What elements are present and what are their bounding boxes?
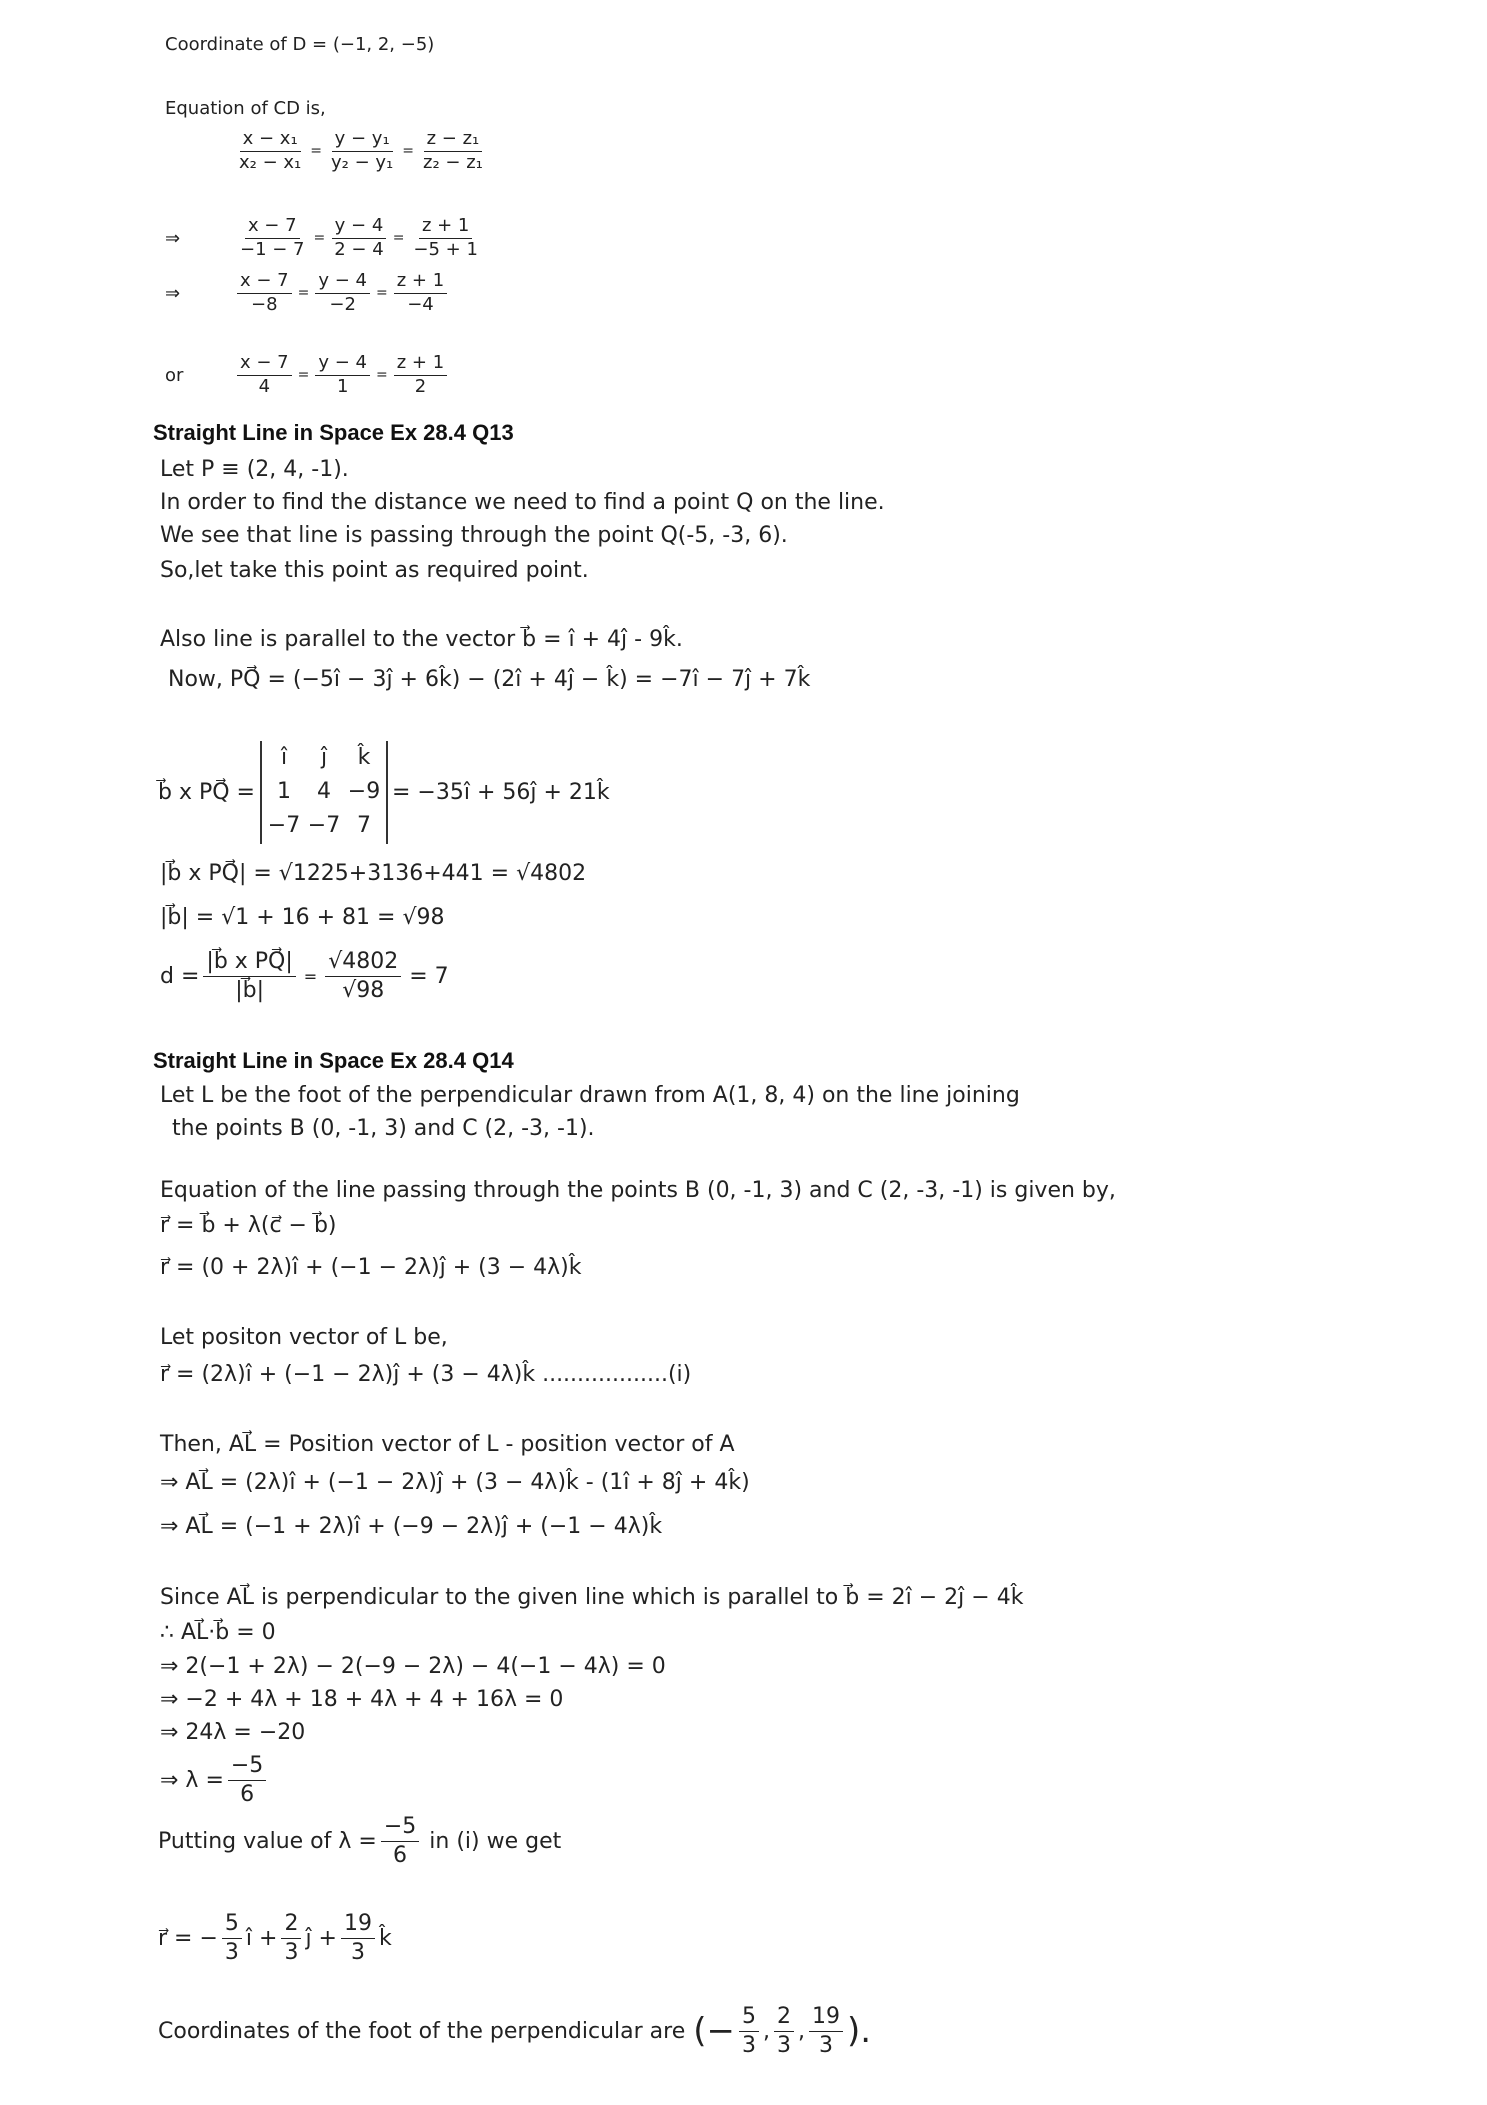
- q14-line-12: ∴ AL⃗·b⃗ = 0: [160, 1620, 276, 1645]
- general-line-equation: $\frac{\text{x − x₁}}{\text{x₂ − x₁}}$ = $\frac{\text{y − y₁}}{\text{y₂ − y₁}}$ = $\frac{\text{z − z₁}}{\text{z₂ − z₁}}$: [232, 128, 490, 174]
- cd-step-3: or $\frac{x - 7}{4}$ = $\frac{y - 4}{1}$ = $\frac{z + 1}{2}$: [165, 352, 451, 398]
- fraction-x: $\frac{\text{x − x₁}}{\text{x₂ − x₁}}$: [239, 128, 302, 173]
- putting-lambda-line: Putting value of λ = $\frac{-5}{6}$ in (i) we get: [158, 1814, 562, 1868]
- heading-q14: Straight Line in Space Ex 28.4 Q14: [153, 1048, 514, 1073]
- lambda-value: ⇒ λ = $\frac{-5}{6}$: [160, 1752, 270, 1808]
- magnitude-cross: |b⃗ x PQ⃗| = √1225+3136+441 = √4802: [160, 861, 587, 886]
- q14-line-6: Let positon vector of L be,: [160, 1325, 448, 1350]
- heading-q13: Straight Line in Space Ex 28.4 Q13: [153, 420, 514, 445]
- q14-line-4: r⃗ = b⃗ + λ(c⃗ − b⃗): [160, 1213, 337, 1238]
- q14-line-8: Then, AL⃗ = Position vector of L - position vector of A: [160, 1432, 735, 1457]
- q14-line-1: Let L be the foot of the perpendicular drawn from A(1, 8, 4) on the line joining: [160, 1083, 1020, 1108]
- q14-line-10: ⇒ AL⃗ = (−1 + 2λ)î + (−9 − 2λ)ĵ + (−1 − 4λ)k̂: [160, 1514, 663, 1539]
- cd-step-1: ⇒ $\frac{x - 7}{-1 - 7}$ = $\frac{y - 4}{2 - 4}$ = $\frac{z + 1}{-5 + 1}$: [165, 215, 478, 260]
- cross-product-label: b⃗ x PQ⃗ =: [158, 780, 255, 805]
- q13-line-3: We see that line is passing through the point Q(-5, -3, 6).: [160, 523, 788, 548]
- position-vector-result: r⃗ = − $\frac{5}{3}$ î + $\frac{2}{3}$ ĵ + $\frac{19}{3}$ k̂: [158, 1911, 392, 1965]
- q14-line-3: Equation of the line passing through the points B (0, -1, 3) and C (2, -3, -1) is given by,: [160, 1178, 1116, 1203]
- q13-pq-vector: Now, PQ⃗ = (−5î − 3ĵ + 6k̂) − (2î + 4ĵ − k̂) = −7î − 7ĵ + 7k̂: [168, 667, 811, 692]
- q14-line-7: r⃗ = (2λ)î + (−1 − 2λ)ĵ + (3 − 4λ)k̂ ..................(i): [160, 1362, 692, 1387]
- q13-line-4: So,let take this point as required point.: [160, 558, 589, 583]
- q14-line-5: r⃗ = (0 + 2λ)î + (−1 − 2λ)ĵ + (3 − 4λ)k̂: [160, 1255, 582, 1280]
- q14-line-15: ⇒ 24λ = −20: [160, 1720, 306, 1745]
- coordinate-d-line: Coordinate of D = (−1, 2, −5): [165, 34, 435, 55]
- foot-coordinates-line: Coordinates of the foot of the perpendicular are (− $\frac{5}{3}$ , $\frac{2}{3}$ , $\frac{19}{3}$ ).: [158, 2004, 872, 2058]
- q14-line-13: ⇒ 2(−1 + 2λ) − 2(−9 − 2λ) − 4(−1 − 4λ) = 0: [160, 1654, 666, 1679]
- q14-line-2: the points B (0, -1, 3) and C (2, -3, -1).: [172, 1116, 595, 1141]
- q13-parallel: Also line is parallel to the vector b⃗ = î + 4ĵ - 9k̂.: [160, 627, 683, 652]
- q14-line-11: Since AL⃗ is perpendicular to the given line which is parallel to b⃗ = 2î − 2ĵ − 4k̂: [160, 1585, 1024, 1610]
- cd-step-2: ⇒ $\frac{x - 7}{-8}$ = $\frac{y - 4}{-2}$ = $\frac{z + 1}{-4}$: [165, 270, 451, 316]
- q13-line-2: In order to find the distance we need to find a point Q on the line.: [160, 490, 885, 515]
- distance-formula: d = $\frac{\text{|b⃗ x PQ⃗|}}{|b⃗|}$ = $\frac{√4802}{√98}$ = 7: [160, 949, 449, 1003]
- magnitude-b: |b⃗| = √1 + 16 + 81 = √98: [160, 905, 445, 930]
- equation-cd-intro: Equation of CD is,: [165, 98, 326, 119]
- cross-product-result: = −35î + 56ĵ + 21k̂: [392, 780, 610, 805]
- q14-line-9: ⇒ AL⃗ = (2λ)î + (−1 − 2λ)ĵ + (3 − 4λ)k̂ - (1î + 8ĵ + 4k̂): [160, 1470, 750, 1495]
- fraction-z: $\frac{\text{z − z₁}}{\text{z₂ − z₁}}$: [423, 128, 483, 173]
- determinant: î ĵ k̂ 1 4 −9 −7 −7 7: [260, 741, 388, 844]
- q14-line-14: ⇒ −2 + 4λ + 18 + 4λ + 4 + 16λ = 0: [160, 1687, 564, 1712]
- q13-line-1: Let P ≡ (2, 4, -1).: [160, 457, 349, 482]
- fraction-y: $\frac{\text{y − y₁}}{\text{y₂ − y₁}}$: [331, 128, 394, 173]
